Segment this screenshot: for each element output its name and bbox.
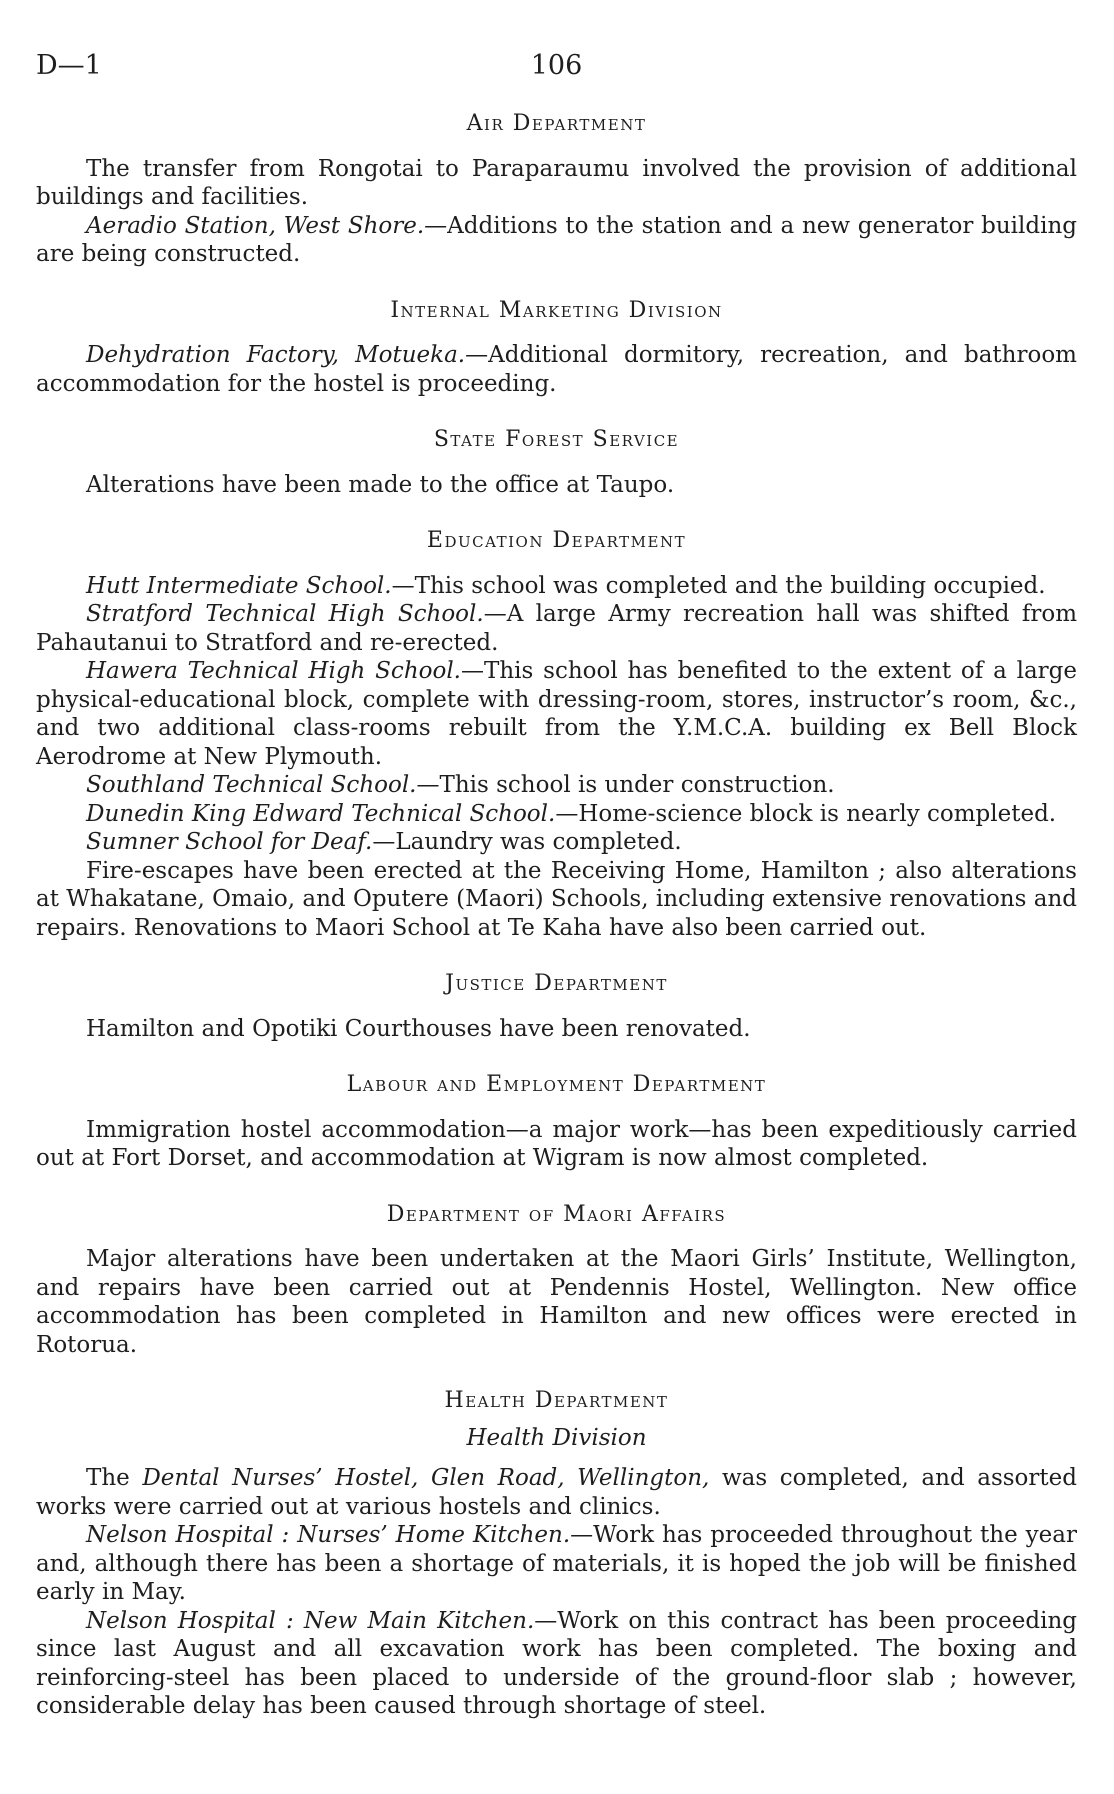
document-page — [36, 52, 1077, 1721]
paragraph: Hamilton and Opotiki Courthouses have been renovated. — [86, 1015, 751, 1042]
section-heading-maori-affairs: Department of Maori Affairs — [386, 1201, 727, 1227]
section-heading-justice: Justice Department — [445, 971, 668, 996]
paragraph: Dehydration Factory, Motueka.—Additional dormitory, recreation, and bathroom accommodation for the hostel is proceeding. — [36, 342, 1077, 397]
section-heading-labour: Labour and Employment Department — [346, 1072, 767, 1097]
paragraph: Major alterations have been undertaken at the Maori Girls’ Institute, Wellington, and repairs have been carried out at Pendennis Hostel, Wellington. New office accommodation has been completed in Hamilton and new offices were erected in Rotorua. — [36, 1246, 1077, 1358]
paragraph: Hawera Technical High School.—This school has benefited to the extent of a large physical-educational block, complete with dressing-room, stores, instructor’s room, &c., and two additional class-rooms rebuilt from the Y.M.C.A. building ex Bell Block Aerodrome at New Plymouth. — [36, 658, 1078, 770]
paragraph: Hutt Intermediate School.—This school was completed and the building occupied. — [86, 572, 1046, 599]
subsection-heading-health-division: Health Division — [466, 1424, 647, 1451]
paragraph: Stratford Technical High School.—A large Army recreation hall was shifted from Pahautanui to Stratford and re-erected. — [36, 601, 1078, 656]
document-reference: D—1 — [36, 50, 102, 81]
item-title: Nelson Hospital : New Main Kitchen. — [86, 1607, 535, 1634]
item-title: Nelson Hospital : Nurses’ Home Kitchen. — [86, 1522, 571, 1548]
paragraph: Alterations have been made to the office at Taupo. — [86, 471, 675, 498]
section-heading-forest: State Forest Service — [433, 427, 680, 452]
page-number: 106 — [530, 50, 583, 81]
paragraph: Immigration hostel accommodation—a major work—has been expeditiously carried out at Fort Dorset, and accommodation at Wigram is now almost completed. — [36, 1116, 1077, 1171]
item-title: Sumner School for Deaf. — [86, 829, 373, 855]
item-title: Hutt Intermediate School. — [86, 572, 392, 599]
paragraph: The Dental Nurses’ Hostel, Glen Road, Wellington, was completed, and assorted works were carried out at various hostels and clinics. — [36, 1465, 1077, 1520]
page-header — [36, 52, 1077, 86]
paragraph: Fire-escapes have been erected at the Receiving Home, Hamilton ; also alterations at Whakatane, Omaio, and Oputere (Maori) Schools, including extensive renovations and repairs. Renovations to Maori School at Te Kaha have also been carried out. — [36, 857, 1077, 941]
section-heading-internal-marketing: Internal Marketing Division — [390, 297, 723, 323]
item-title: Dehydration Factory, Motueka. — [86, 342, 466, 368]
paragraph: Sumner School for Deaf.—Laundry was completed. — [86, 829, 682, 855]
item-title: Hawera Technical High School. — [86, 658, 461, 684]
section-heading-health: Health Department — [444, 1388, 669, 1413]
item-title: Stratford Technical High School. — [86, 601, 484, 627]
section-heading-education: Education Department — [426, 528, 687, 553]
paragraph: Dunedin King Edward Technical School.—Home-science block is nearly completed. — [86, 800, 1057, 827]
item-title: Aeradio Station, West Shore. — [86, 212, 425, 239]
paragraph: Southland Technical School.—This school is under construction. — [86, 772, 835, 798]
paragraph: Nelson Hospital : New Main Kitchen.—Work on this contract has been proceeding since last August and all excavation work has been completed. The boxing and reinforcing-steel has been placed to underside of the ground-floor slab ; however, considerable delay has been caused through shortage of steel. — [36, 1607, 1077, 1719]
paragraph: The transfer from Rongotai to Paraparaumu involved the provision of additional buildings and facilities. — [36, 155, 1077, 210]
item-title: Dental Nurses’ Hostel, Glen Road, Wellington, — [142, 1465, 710, 1491]
item-title: Southland Technical School. — [86, 772, 417, 798]
section-heading-air: Air Department — [466, 111, 647, 136]
paragraph: Aeradio Station, West Shore.—Additions to the station and a new generator building are being constructed. — [36, 212, 1077, 267]
item-title: Dunedin King Edward Technical School. — [86, 800, 556, 827]
paragraph: Nelson Hospital : Nurses’ Home Kitchen.—Work has proceeded throughout the year and, although there has been a shortage of materials, it is hoped the job will be finished early in May. — [36, 1522, 1077, 1605]
